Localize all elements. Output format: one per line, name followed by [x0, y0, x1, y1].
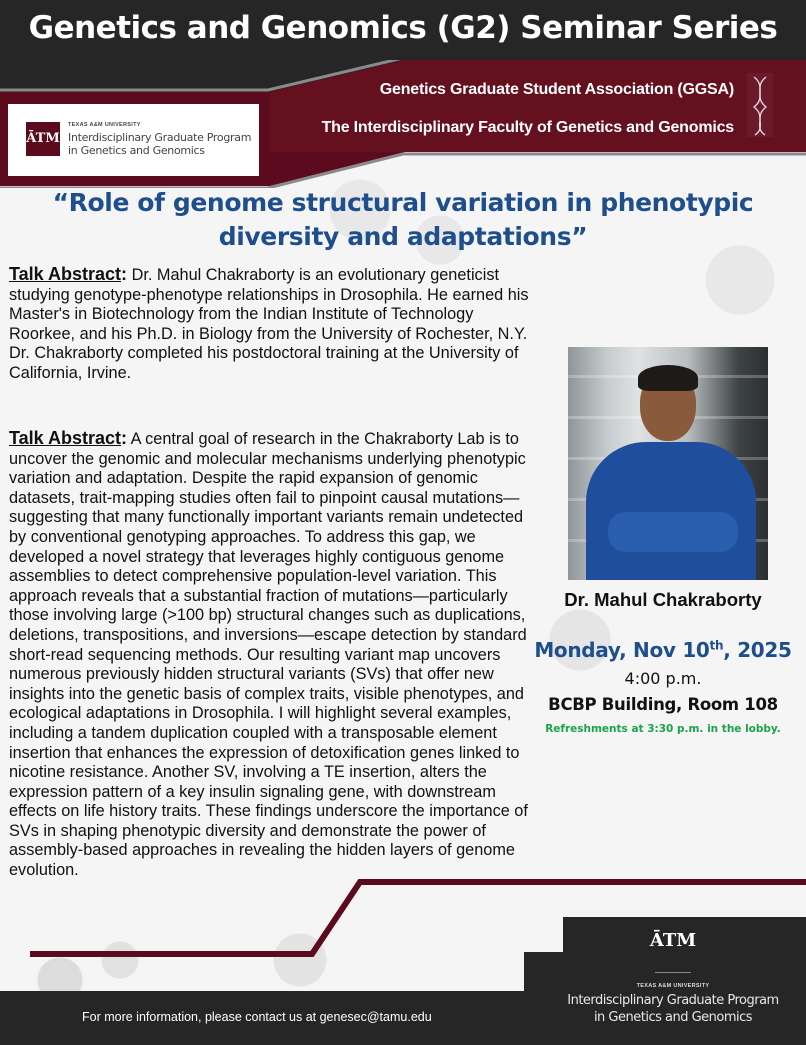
footer-logo-line-2: in Genetics and Genomics: [593, 1010, 753, 1025]
faculty-line: The Interdisciplinary Faculty of Genetics and Genomics: [321, 119, 734, 136]
dna-helix-icon: [747, 73, 773, 137]
date-year: , 2025: [723, 638, 792, 662]
date-prefix: Monday, Nov 10: [534, 638, 710, 662]
date-suffix-sup: th: [709, 638, 724, 653]
contact-text: For more information, please contact us at genesec@tamu.edu: [82, 1010, 432, 1024]
bio-label: Talk Abstract: [9, 264, 122, 284]
event-location: BCBP Building, Room 108: [548, 695, 778, 714]
bio-text: Dr. Mahul Chakraborty is an evolutionary geneticist studying genotype-phenotype relationships in Drosophila. He earned his Master's in Biotechnology from the Indian Institute of Technology Roorkee, and his Ph.D. in Biology from the University of Rochester, N.Y. Dr. Chakraborty completed his postdoctoral training at the University of California, Irvine.: [9, 266, 529, 382]
logo-line-1: Interdisciplinary Graduate Program: [68, 131, 252, 144]
atm-logo-icon: ĀTM: [26, 122, 60, 156]
talk-abstract: [9, 429, 534, 881]
speaker-photo: [568, 347, 768, 580]
refreshments-note: Refreshments at 3:30 p.m. in the lobby.: [545, 723, 781, 735]
talk-title: “Role of genome structural variation in phenotypic diversity and adaptations”: [52, 188, 754, 251]
series-title: Genetics and Genomics (G2) Seminar Series: [28, 10, 778, 46]
abstract-text: A central goal of research in the Chakraborty Lab is to uncover the genomic and molecular mechanisms underlying phenotypic variation and adaptation. Despite the rapid expansion of genomic datasets, trait-mapping studies often fail to pinpoint causal mutations—suggesting that many functionally important variants remain undetected by conventional genotyping approaches. To address this gap, we developed a novel strategy that leverages highly contiguous genome assemblies to detect comprehensive population-level variation. This approach reveals that a substantial fraction of mutations—particularly those involving large (>100 bp) structural changes such as duplications, deletions, transpositions, and inversions—escape detection by standard short-read sequencing methods. Our resulting variant map uncovers numerous previously hidden structural variants (SVs) that offer new insights into the genetic basis of complex traits, visible phenotypes, and ecological adaptations in Drosophila. I will highlight several examples, including a tandem duplication coupled with a transposable element insertion that enhances the expression of detoxification genes linked to nicotine resistance. Another SV, involving a TE insertion, alters the expression pattern of a key insulin signaling gene, with downstream effects on life history traits. These findings underscore the importance of SVs in shaping phenotypic diversity and demonstrate the power of assembly-based approaches in revealing the hidden layers of genome evolution.: [9, 430, 528, 880]
speaker-name: Dr. Mahul Chakraborty: [564, 589, 762, 610]
abstract-label: Talk Abstract: [9, 428, 122, 448]
footer-logo-line-1: Interdisciplinary Graduate Program: [567, 993, 779, 1008]
logo-line-2: in Genetics and Genomics: [68, 144, 205, 157]
speaker-bio: [9, 265, 539, 384]
logo-university: TEXAS A&M UNIVERSITY: [68, 122, 141, 128]
logo-rule: [655, 972, 691, 973]
bio-colon: :: [121, 264, 128, 284]
ggsa-line: Genetics Graduate Student Association (GGSA): [379, 81, 734, 98]
event-time: 4:00 p.m.: [624, 669, 702, 688]
event-date: [520, 638, 806, 662]
program-logo: [8, 104, 259, 176]
atm-logo-icon: ĀTM: [649, 930, 697, 951]
footer-logo-university: TEXAS A&M UNIVERSITY: [636, 983, 710, 989]
maroon-divider-line: [0, 860, 806, 970]
abstract-colon: :: [121, 428, 128, 448]
